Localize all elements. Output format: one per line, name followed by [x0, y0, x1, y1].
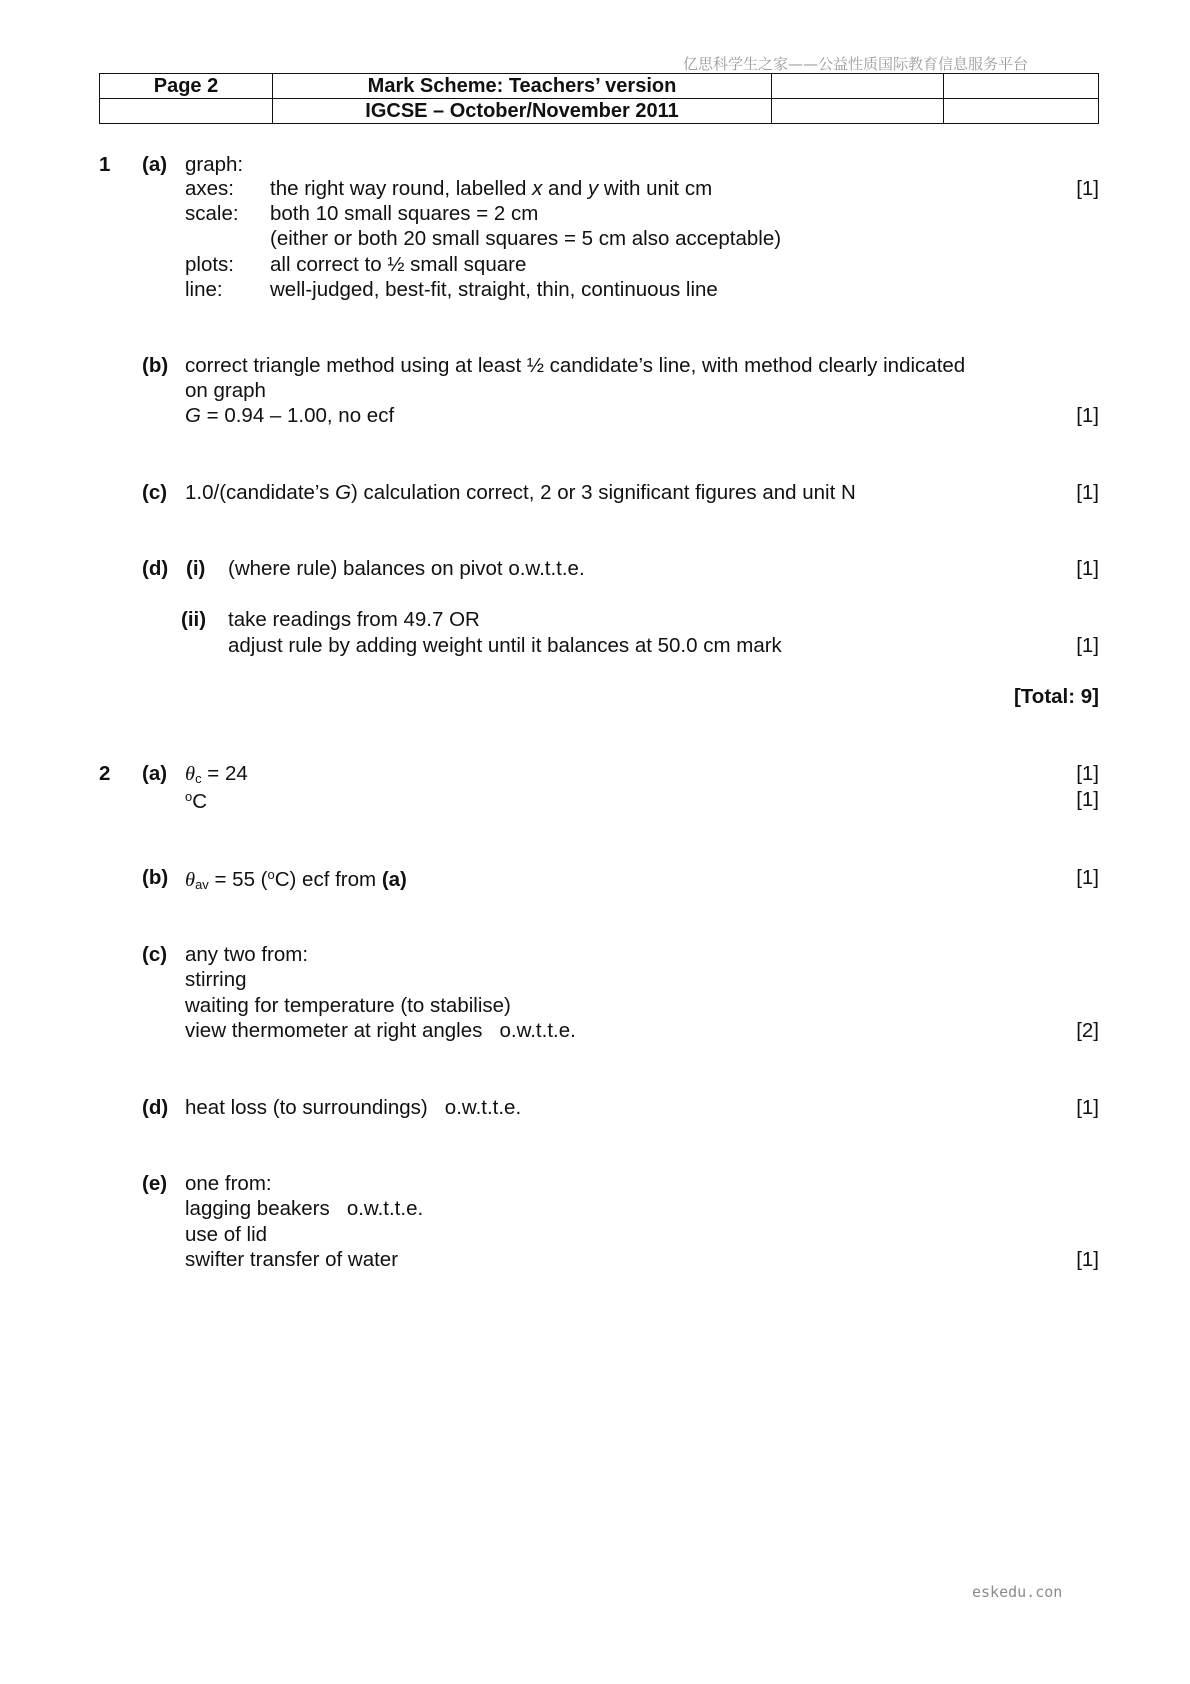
- q2b-label: (b): [142, 866, 169, 889]
- q1b-g-range: G = 0.94 – 1.00, no ecf: [185, 404, 395, 427]
- q1b-text-2: on graph: [185, 379, 266, 402]
- q1-total: [Total: 9]: [1013, 685, 1099, 708]
- footer-text: eskedu.con: [972, 1583, 1063, 1601]
- q2e-label: (e): [142, 1172, 168, 1195]
- q1a-intro: graph:: [185, 153, 244, 176]
- q1a-scale-text: both 10 small squares = 2 cm: [270, 202, 539, 225]
- q1c-text: 1.0/(candidate’s G) calculation correct, 2 or 3 significant figures and unit N: [185, 481, 856, 504]
- q2a-theta: $\theta_c = 24$: [185, 762, 248, 786]
- q1a-line-label: line:: [185, 278, 223, 301]
- q2a-mark-1: [1]: [1076, 762, 1099, 785]
- q1a-plots-label: plots:: [185, 253, 234, 276]
- watermark-text: 亿思科学生之家——公益性质国际教育信息服务平台: [683, 55, 1029, 73]
- q1b-label: (b): [142, 354, 169, 377]
- q2c-line-2: waiting for temperature (to stabilise): [185, 994, 511, 1017]
- q2e-line-1: lagging beakers o.w.t.t.e.: [185, 1197, 424, 1220]
- q1a-line-text: well-judged, best-fit, straight, thin, continuous line: [270, 278, 718, 301]
- q2e-line-2: use of lid: [185, 1223, 268, 1246]
- q1d-i-label: (i): [186, 557, 206, 580]
- header-page: Page 2: [100, 74, 273, 99]
- q1-number: 1: [99, 153, 111, 176]
- q2a-mark-2: [1]: [1076, 788, 1099, 811]
- q1b-mark: [1]: [1076, 404, 1099, 427]
- q1d-ii-text-1: take readings from 49.7 OR: [228, 608, 480, 631]
- q2d-mark: [1]: [1076, 1096, 1099, 1119]
- q1a-plots-text: all correct to ½ small square: [270, 253, 527, 276]
- header-title: Mark Scheme: Teachers’ version: [273, 74, 772, 99]
- q2c-line-1: stirring: [185, 968, 247, 991]
- q1a-label: (a): [142, 153, 168, 176]
- q1c-mark: [1]: [1076, 481, 1099, 504]
- header-exam: IGCSE – October/November 2011: [273, 99, 772, 124]
- header-empty-2: [944, 74, 1099, 99]
- q2b-text: $\theta_{av} = 55$ ($^o$C) ecf from (a): [185, 867, 407, 892]
- header-empty-4: [772, 99, 944, 124]
- q2e-mark: [1]: [1076, 1248, 1099, 1271]
- q2c-intro: any two from:: [185, 943, 309, 966]
- q2b-mark: [1]: [1076, 866, 1099, 889]
- q2e-line-3: swifter transfer of water: [185, 1248, 399, 1271]
- q1d-label: (d): [142, 557, 169, 580]
- q1a-scale-label: scale:: [185, 202, 239, 225]
- q2d-text: heat loss (to surroundings) o.w.t.t.e.: [185, 1096, 522, 1119]
- q1d-ii-mark: [1]: [1076, 634, 1099, 657]
- q2a-unit: $^o$C: [185, 789, 208, 813]
- q2c-label: (c): [142, 943, 168, 966]
- q2a-label: (a): [142, 762, 168, 785]
- q1d-i-mark: [1]: [1076, 557, 1099, 580]
- header-table: [99, 73, 1099, 124]
- q1d-ii-label: (ii): [181, 608, 207, 631]
- q2d-label: (d): [142, 1096, 169, 1119]
- q2c-line-3: view thermometer at right angles o.w.t.t.e.: [185, 1019, 576, 1042]
- header-empty-1: [772, 74, 944, 99]
- q1c-label: (c): [142, 481, 168, 504]
- q1a-mark: [1]: [1076, 177, 1099, 200]
- q1d-ii-text-2: adjust rule by adding weight until it balances at 50.0 cm mark: [228, 634, 782, 657]
- q2e-intro: one from:: [185, 1172, 272, 1195]
- q2-number: 2: [99, 762, 111, 785]
- header-empty-3: [100, 99, 273, 124]
- q1b-text-1: correct triangle method using at least ½ candidate’s line, with method clearly indicated: [185, 354, 966, 377]
- q1a-axes-label: axes:: [185, 177, 234, 200]
- header-empty-5: [944, 99, 1099, 124]
- q2c-mark: [2]: [1076, 1019, 1099, 1042]
- q1a-axes-text: the right way round, labelled x and y with unit cm: [270, 177, 713, 200]
- q1a-scale-alt: (either or both 20 small squares = 5 cm also acceptable): [270, 227, 782, 250]
- q1d-i-text: (where rule) balances on pivot o.w.t.t.e.: [228, 557, 585, 580]
